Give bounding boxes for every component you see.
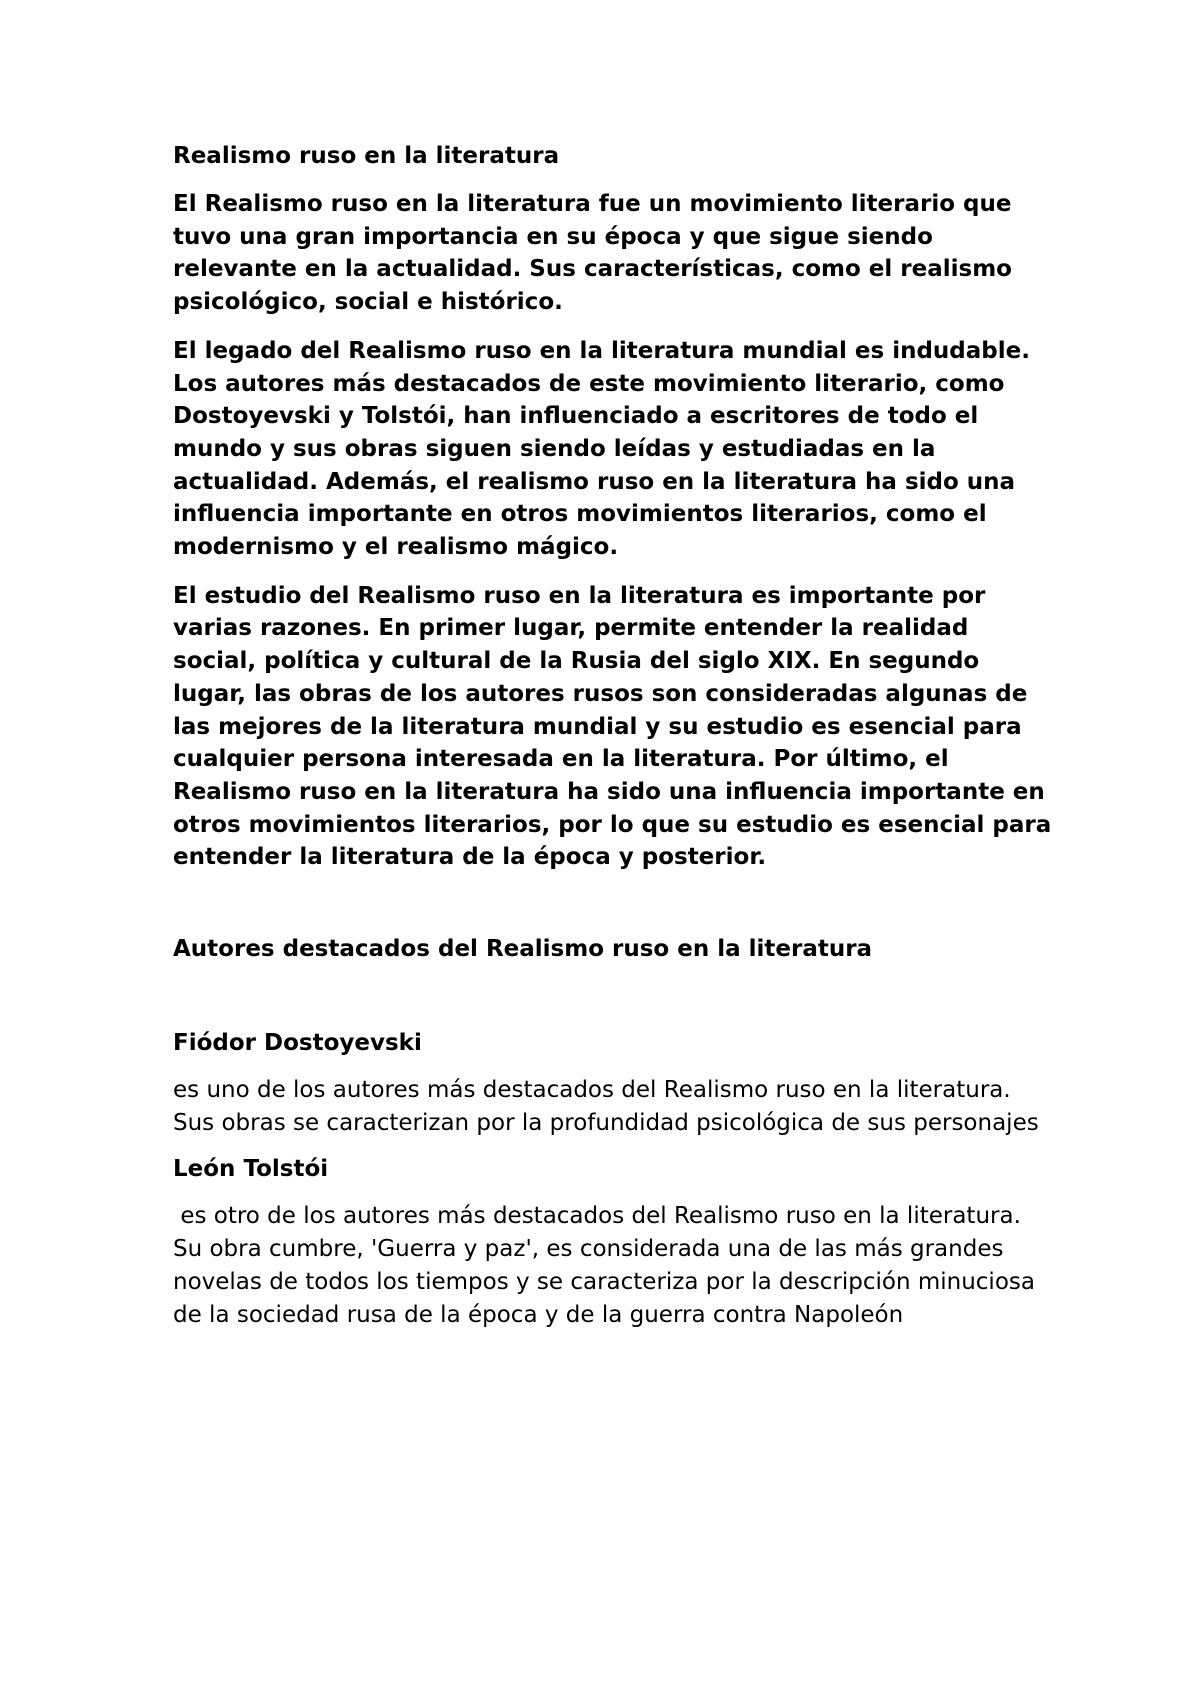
study-paragraph: El estudio del Realismo ruso en la literatura es importante por varias razones. En primer lugar, permite entender la realidad social, política y cultural de la Rusia del siglo XIX. En segundo lugar, las obras de los autores rusos son consideradas algunas de las mejores de la literatura mundial y su estudio es esencial para cualquier persona interesada en la literatura. Por último, el Realismo ruso en la literatura ha sido una influencia importante en otros movimientos literarios, por lo que su estudio es esencial para entender la literatura de la época y posterior.: [173, 582, 1052, 871]
author-text-dostoyevski: es uno de los autores más destacados del Realismo ruso en la literatura. Sus obras se caracterizan por la profundidad psicológica de sus personajes: [173, 1077, 1039, 1136]
author-name-dostoyevski: Fiódor Dostoyevski: [173, 1030, 422, 1057]
author-text-tolstoi: es otro de los autores más destacados del Realismo ruso en la literatura. Su obra cumbre, 'Guerra y paz', es considerada una de las más grandes novelas de todos los tiempos y se caracteriza por la descripción minuciosa de la sociedad rusa de la época y de la guerra contra Napoleón: [173, 1203, 1043, 1328]
section-title-authors: Autores destacados del Realismo ruso en la literatura: [173, 936, 873, 963]
legacy-paragraph: El legado del Realismo ruso en la literatura mundial es indudable. Los autores más destacados de este movimiento literario, como Dostoyevski y Tolstói, han influenciado a escritores de todo el mundo y sus obras siguen siendo leídas y estudiadas en la actualidad. Además, el realismo ruso en la literatura ha sido una influencia importante en otros movimientos literarios, como el modernismo y el realismo mágico.: [173, 337, 1030, 561]
intro-paragraph: El Realismo ruso en la literatura fue un movimiento literario que tuvo una gran importancia en su época y que sigue siendo relevante en la actualidad. Sus características, como el realismo psicológico, social e histórico.: [173, 191, 1012, 316]
document-page: [173, 140, 1053, 1345]
author-name-tolstoi: León Tolstói: [173, 1156, 329, 1183]
document-title: Realismo ruso en la literatura: [173, 143, 560, 169]
